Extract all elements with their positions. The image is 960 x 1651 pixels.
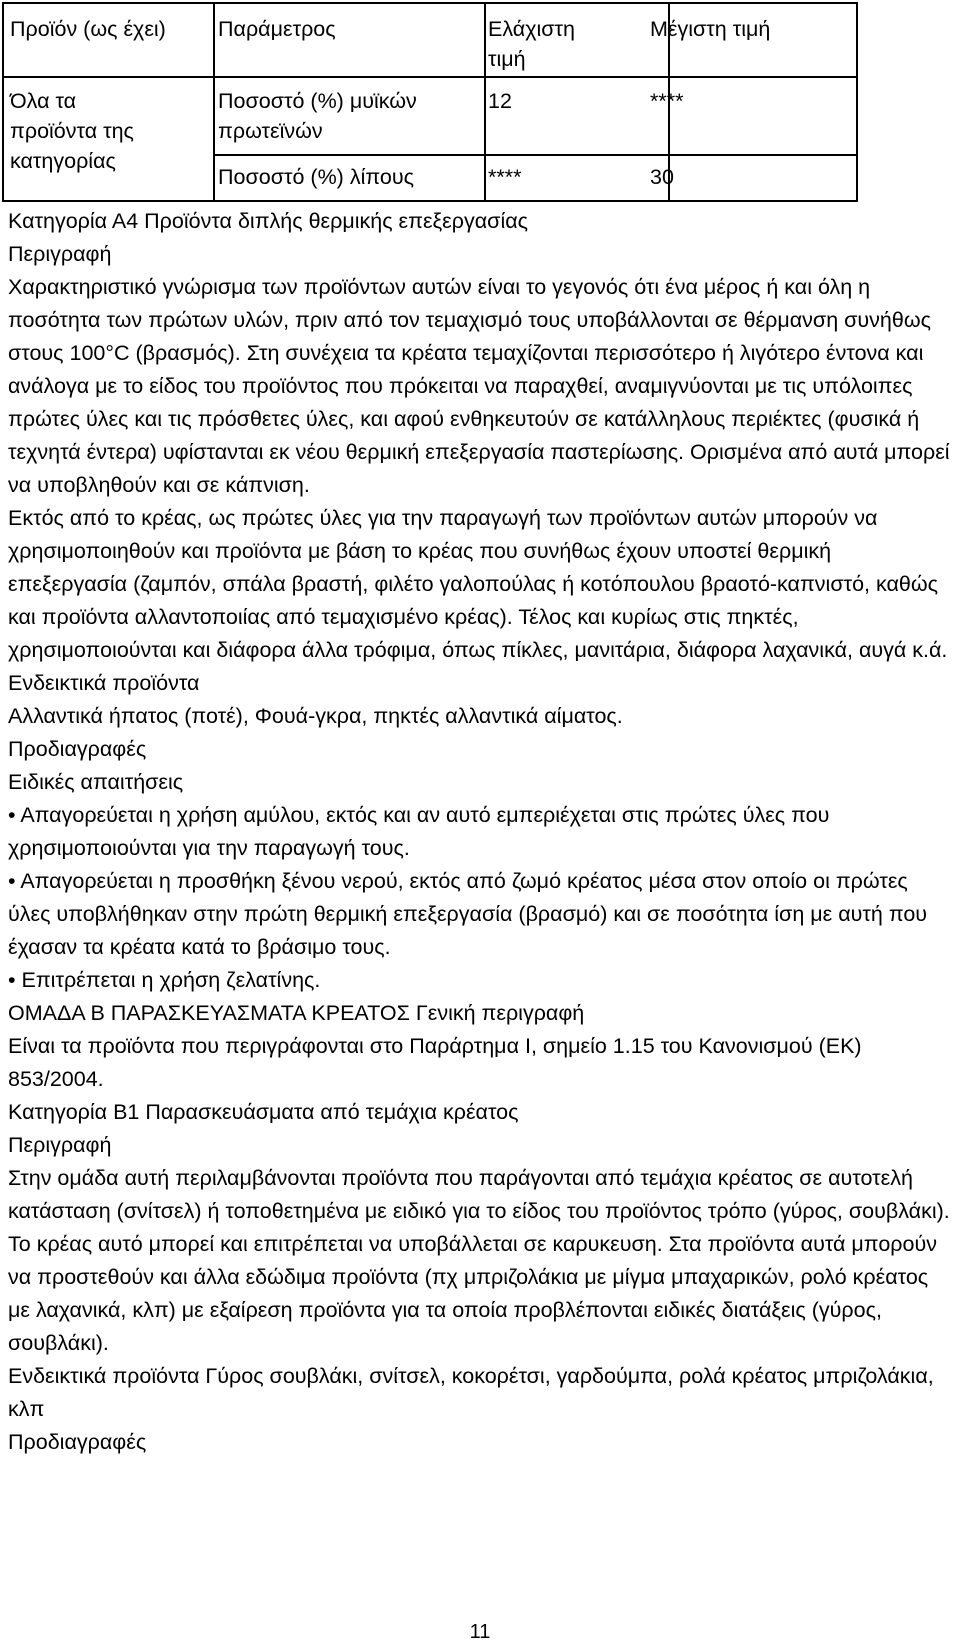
raw-materials-paragraph: Εκτός από το κρέας, ως πρώτες ύλες για την παραγωγή των προϊόντων αυτών μπορούν να χρησιμοποιηθούν και προϊόντα με βάση το κρέας που συνήθως έχουν υποστεί θερμική επεξεργασία (ζαμπόν, σπάλα βραστή, φιλέτο γαλοπούλας ή κοτόπουλου βραοτό-καπνιστό, καθώς και προϊόντα αλλαντοποιίας από τεμαχισμένο κρέας). Τέλος και κυρίως στις πηκτές, χρησιμοποιούνται και διάφορα άλλα τρόφιμα, όπως πίκλες, μανιτάρια, διάφορα λαχανικά, αυγά κ.ά.	[8, 506, 948, 662]
row-divider	[4, 76, 856, 78]
column-divider	[484, 4, 486, 200]
specifications-heading: Προδιαγραφές	[8, 1430, 147, 1454]
row-parameter: Ποσοστό (%) λίπους	[218, 165, 414, 189]
indicative-products-text: Ενδεικτικά προϊόντα Γύρος σουβλάκι, σνίτσελ, κοκορέτσι, γαρδούμπα, ρολά κρέατος μπριζολάκια, κλπ	[8, 1364, 934, 1421]
specifications-heading: Προδιαγραφές	[8, 737, 147, 761]
row-min: 12	[488, 89, 512, 113]
header-max-value: Μέγιστη τιμή	[650, 17, 771, 41]
product-cell: Όλα τα προϊόντα της κατηγορίας	[10, 89, 134, 173]
header-parameter: Παράμετρος	[218, 17, 336, 41]
group-b-heading: ΟΜΑΔΑ Β ΠΑΡΑΣΚΕΥΑΣΜΑΤΑ ΚΡΕΑΤΟΣ Γενική περιγραφή	[8, 1001, 585, 1025]
header-product: Προϊόν (ως έχει)	[10, 17, 166, 41]
row-divider	[213, 154, 856, 156]
indicative-products-text: Αλλαντικά ήπατος (ποτέ), Φουά-γκρα, πηκτές αλλαντικά αίματος.	[8, 704, 623, 728]
row-max: ****	[650, 89, 684, 113]
requirement-item: • Επιτρέπεται η χρήση ζελατίνης.	[8, 968, 321, 992]
parameters-table	[2, 2, 858, 202]
row-min: ****	[488, 165, 522, 189]
column-divider	[213, 4, 215, 200]
group-b-paragraph: Είναι τα προϊόντα που περιγράφονται στο Παράρτημα Ι, σημείο 1.15 του Κανονισμού (ΕΚ) 853/2004.	[8, 1034, 862, 1091]
description-paragraph: Χαρακτηριστικό γνώρισμα των προϊόντων αυτών είναι το γεγονός ότι ένα μέρος ή και όλη η ποσότητα των πρώτων υλών, πριν από τον τεμαχισμό τους υποβάλλονται σε θέρμανση συνήθως στους 100°C (βρασμός). Στη συνέχεια τα κρέατα τεμαχίζονται περισσότερο ή λιγότερο έντονα και ανάλογα με το είδος του προϊόντος που πρόκειται να παραχθεί, αναμιγνύονται με τις υπόλοιπες πρώτες ύλες και τις πρόσθετες ύλες, και αφού ενθηκευτούν σε κατάλληλους περιέκτες (φυσικά ή τεχνητά έντερα) υφίστανται εκ νέου θερμική επεξεργασία παστερίωσης. Ορισμένα από αυτά μπορεί να υποβληθούν και σε κάπνιση.	[8, 275, 950, 497]
category-b1-paragraph: Στην ομάδα αυτή περιλαμβάνονται προϊόντα που παράγονται από τεμάχια κρέατος σε αυτοτελή κατάσταση (σνίτσελ) ή τοποθετημένα με ειδικό για το είδος του προϊόντος τρόπο (γύρος, σουβλάκι). Το κρέας αυτό μπορεί και επιτρέπεται να υποβάλλεται σε καρυκευση. Στα προϊόντα αυτά μπορούν να προστεθούν και άλλα εδώδιμα προϊόντα (πχ μπριζολάκια με μίγμα μπαχαρικών, ρολό κρέατος με λαχανικά, κλπ) με εξαίρεση προϊόντα για τα οποία προβλέπονται ειδικές διατάξεις (γύρος, σουβλάκι).	[8, 1166, 950, 1355]
requirement-item: • Απαγορεύεται η χρήση αμύλου, εκτός και αν αυτό εμπεριέχεται στις πρώτες ύλες που χρησιμοποιούνται για την παραγωγή τους.	[8, 803, 830, 860]
requirement-item: • Απαγορεύεται η προσθήκη ξένου νερού, εκτός από ζωμό κρέατος μέσα στον οποίο οι πρώτες ύλες υποβλήθηκαν στην πρώτη θερμική επεξεργασία (βρασμό) και σε ποσότητα ίση με αυτή που έχασαν τα κρέατα κατά το βράσιμο τους.	[8, 869, 928, 959]
row-max: 30	[650, 165, 674, 189]
special-requirements-heading: Ειδικές απαιτήσεις	[8, 770, 184, 794]
description-heading: Περιγραφή	[8, 242, 112, 266]
indicative-products-heading: Ενδεικτικά προϊόντα	[8, 671, 200, 695]
header-min-value: Ελάχιστη τιμή	[488, 17, 575, 71]
document-body	[8, 205, 953, 1459]
row-parameter: Ποσοστό (%) μυϊκών πρωτεϊνών	[218, 89, 417, 143]
description-heading: Περιγραφή	[8, 1133, 112, 1157]
category-b1-heading: Κατηγορία Β1 Παρασκευάσματα από τεμάχια κρέατος	[8, 1100, 519, 1124]
page-number: 11	[469, 1621, 491, 1643]
category-a4-heading: Κατηγορία Α4 Προϊόντα διπλής θερμικής επεξεργασίας	[8, 209, 529, 233]
